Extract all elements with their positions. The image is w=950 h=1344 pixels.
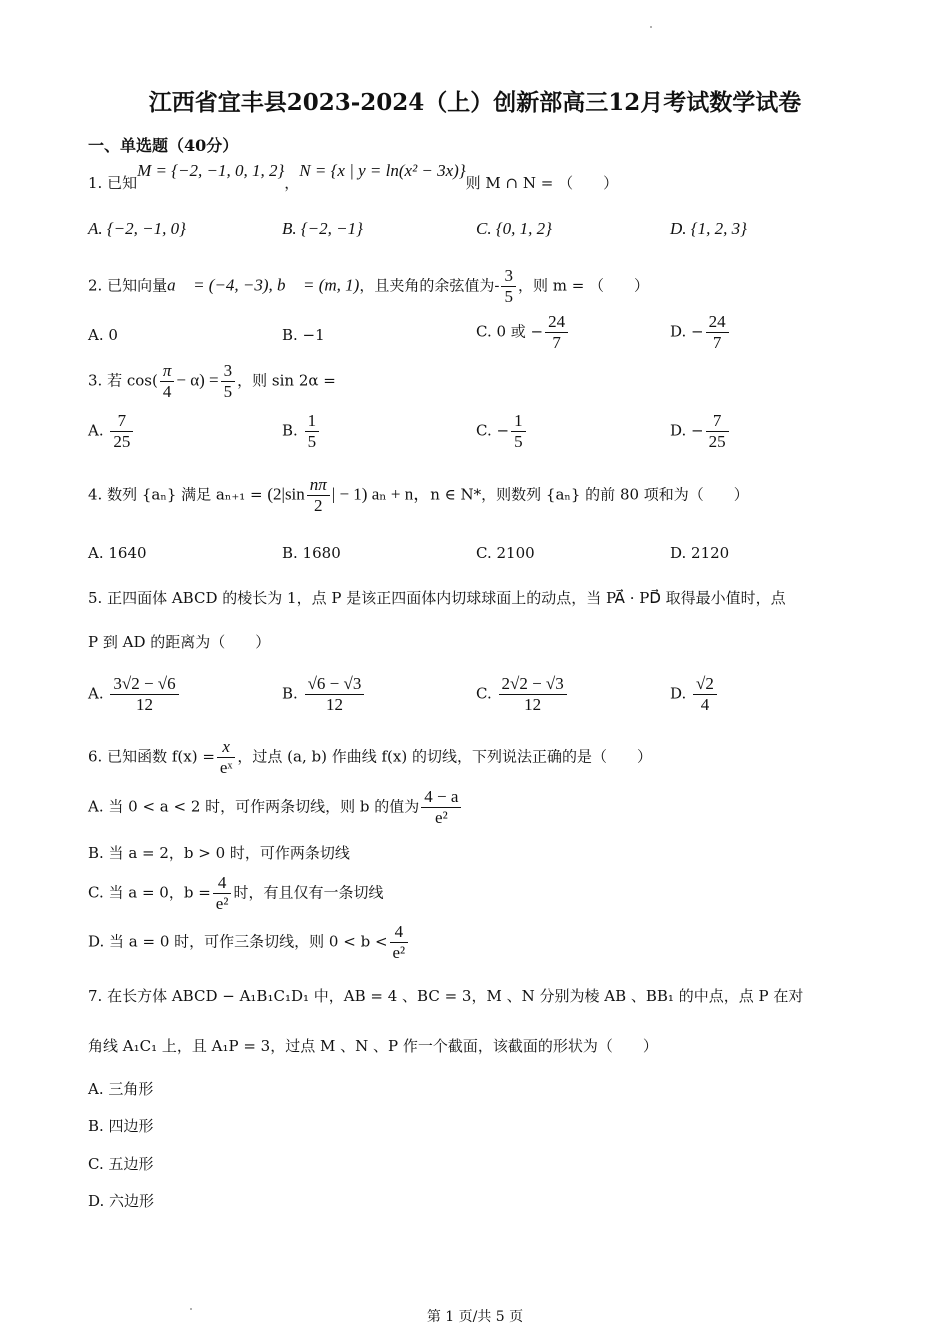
q6-option-c-den: e² <box>215 894 229 913</box>
q6-option-d <box>88 922 410 963</box>
q7-option-c: C. 五边形 <box>88 1155 154 1173</box>
q2-option-c-num: 24 <box>545 312 568 333</box>
q4-paren-left: (2|sin <box>267 484 305 504</box>
q7-option-a: A. 三角形 <box>88 1080 154 1098</box>
q3-mid: − α) = <box>176 370 219 390</box>
q1-set-m: M = {−2, −1, 0, 1, 2} <box>137 161 285 180</box>
q3-rhs-den: 5 <box>223 382 233 401</box>
q6-option-b: B. 当 a = 2，b > 0 时，可作两条切线 <box>88 844 350 862</box>
q2-option-d-prefix: D. − <box>670 322 704 341</box>
decorative-dot <box>190 1308 192 1310</box>
q1-option-d: D. {1, 2, 3} <box>670 219 747 238</box>
q5-option-b <box>282 674 366 715</box>
q5-option-d <box>670 674 719 715</box>
q3-option-a-num: 7 <box>110 411 133 432</box>
q6-option-a-den: e² <box>435 808 448 827</box>
q5-option-a <box>88 674 181 715</box>
q3-option-b-num: 1 <box>305 411 320 432</box>
q5-option-a-den: 12 <box>136 695 154 714</box>
q7-option-b: B. 四边形 <box>88 1117 154 1135</box>
q2-option-c <box>476 312 570 353</box>
q4-option-b: B. 1680 <box>282 544 341 562</box>
q3-option-b-den: 5 <box>307 432 317 451</box>
q4-paren-right: | − 1) aₙ + n， <box>331 484 431 504</box>
q6-option-d-prefix: D. 当 a = 0 时，可作三条切线，则 0 < b < <box>88 932 388 951</box>
q6-option-a-num: 4 − a <box>421 787 461 808</box>
q3-rhs-num: 3 <box>221 361 236 382</box>
q6-option-c-suffix: 时，有且仅有一条切线 <box>233 883 384 902</box>
q1-prefix: 1. 已知 <box>88 174 138 192</box>
question-5-line-1: 5. 正四面体 ABCD 的棱长为 1，点 P 是该正四面体内切球球面上的动点，当 PA⃗ · PD⃗ 取得最小值时，点 <box>88 589 786 607</box>
q1-option-c: C. {0, 1, 2} <box>476 219 552 238</box>
q3-option-c <box>476 411 528 452</box>
question-5-line-2: P 到 AD 的距离为（ ） <box>88 633 271 651</box>
q6-option-c <box>88 873 383 914</box>
q1-option-a: A. {−2, −1, 0} <box>88 219 186 238</box>
q5-option-b-den: 12 <box>325 695 343 714</box>
q3-prefix: 3. 若 cos( <box>88 371 158 390</box>
q4-condition: n ∈ N*，则数列 {aₙ} 的前 80 项和为（ ） <box>430 485 749 504</box>
q5-option-c-num: 2√2 − √3 <box>499 674 567 695</box>
q2-option-d-num: 24 <box>706 312 729 333</box>
page-title: 江西省宜丰县2023-2024（上）创新部高三12月考试数学试卷 <box>148 89 802 116</box>
q5-option-a-num: 3√2 − √6 <box>110 674 178 695</box>
q2-frac-num: 3 <box>501 266 516 287</box>
q2-option-a: A. 0 <box>88 326 118 344</box>
q3-option-c-num: 1 <box>511 411 526 432</box>
q2-suffix: ，则 m = （ ） <box>517 276 650 295</box>
question-6-stem <box>88 737 652 778</box>
page-footer: 第 1 页/共 5 页 <box>426 1309 524 1325</box>
q2-option-b: B. −1 <box>282 326 325 344</box>
q3-pi-num: π <box>160 361 175 382</box>
q4-frac-num: nπ <box>307 475 330 496</box>
q6-option-a <box>88 787 463 828</box>
q3-option-d-label: D. <box>670 421 687 440</box>
q2-prefix: 2. 已知向量 <box>88 276 168 295</box>
q5-option-d-num: √2 <box>693 674 717 695</box>
q6-option-c-prefix: C. 当 a = 0，b = <box>88 883 211 902</box>
q6-option-d-den: e² <box>392 943 406 962</box>
question-3-stem <box>88 361 336 402</box>
q3-option-c-sign: − <box>496 421 510 440</box>
q5-option-a-label: A. <box>88 684 104 703</box>
q3-option-a-den: 25 <box>113 432 131 451</box>
q6-prefix: 6. 已知函数 f(x) = <box>88 747 215 766</box>
q4-option-c: C. 2100 <box>476 544 535 562</box>
q2-option-d-den: 7 <box>712 333 722 352</box>
q2-option-c-den: 7 <box>552 333 561 352</box>
q3-option-d <box>670 411 731 452</box>
q5-option-d-den: 4 <box>700 695 710 714</box>
question-2-stem <box>88 266 649 307</box>
q3-option-b <box>282 411 321 452</box>
q1-option-b: B. {−2, −1} <box>282 219 363 238</box>
q4-frac-den: 2 <box>314 496 323 515</box>
q1-comma: ， <box>284 174 300 192</box>
section-heading: 一、单选题（40分） <box>88 136 239 155</box>
q6-option-c-num: 4 <box>213 873 232 894</box>
q5-option-d-label: D. <box>670 684 687 703</box>
q3-option-b-label: B. <box>282 421 298 440</box>
question-7-line-2: 角线 A₁C₁ 上，且 A₁P = 3，过点 M 、N 、P 作一个截面，该截面的形状为（ ） <box>88 1037 658 1055</box>
decorative-dot <box>650 26 652 28</box>
q3-option-c-den: 5 <box>514 432 523 451</box>
q5-option-c <box>476 674 569 715</box>
q1-suffix: 则 M ∩ N = （ ） <box>465 174 619 192</box>
question-1-stem <box>88 161 619 193</box>
q5-option-b-label: B. <box>282 684 298 703</box>
q3-option-d-num: 7 <box>706 411 729 432</box>
q4-option-d: D. 2120 <box>670 544 730 562</box>
q1-set-n: N = {x | y = ln(x² − 3x)} <box>299 161 466 180</box>
q7-option-d: D. 六边形 <box>88 1192 155 1210</box>
q3-option-a <box>88 411 135 452</box>
q2-frac-den: 5 <box>504 287 513 306</box>
q3-suffix: ，则 sin 2α = <box>237 371 336 390</box>
q3-pi-den: 4 <box>162 382 172 401</box>
q6-frac-num: x <box>217 737 235 758</box>
q5-option-b-num: √6 − √3 <box>305 674 365 695</box>
q5-option-c-den: 12 <box>524 695 542 714</box>
q3-option-d-den: 25 <box>708 432 726 451</box>
q6-frac-den: eˣ <box>219 758 233 777</box>
q3-option-a-label: A. <box>88 421 104 440</box>
q6-option-a-text: A. 当 0 < a < 2 时，可作两条切线，则 b 的值为 <box>88 797 420 816</box>
q4-prefix: 4. 数列 {aₙ} 满足 aₙ₊₁ = <box>88 485 268 504</box>
q2-mid: ，且夹角的余弦值为- <box>359 276 500 295</box>
q2-option-d <box>670 312 731 353</box>
q6-option-d-num: 4 <box>390 922 409 943</box>
q3-option-d-sign: − <box>691 421 704 440</box>
q6-suffix: ，过点 (a, b) 作曲线 f(x) 的切线，下列说法正确的是（ ） <box>237 747 652 766</box>
question-4-stem <box>88 475 749 516</box>
q4-option-a: A. 1640 <box>88 544 147 562</box>
q3-option-c-label: C. <box>476 421 492 440</box>
q2-vectors: a⃗ = (−4, −3), b⃗ = (m, 1) <box>167 275 360 295</box>
q5-option-c-label: C. <box>476 684 492 703</box>
question-7-line-1: 7. 在长方体 ABCD − A₁B₁C₁D₁ 中，AB = 4 、BC = 3，M 、N 分别为棱 AB 、BB₁ 的中点，点 P 在对 <box>88 987 804 1005</box>
q2-option-c-prefix: C. 0 或 − <box>476 322 544 341</box>
